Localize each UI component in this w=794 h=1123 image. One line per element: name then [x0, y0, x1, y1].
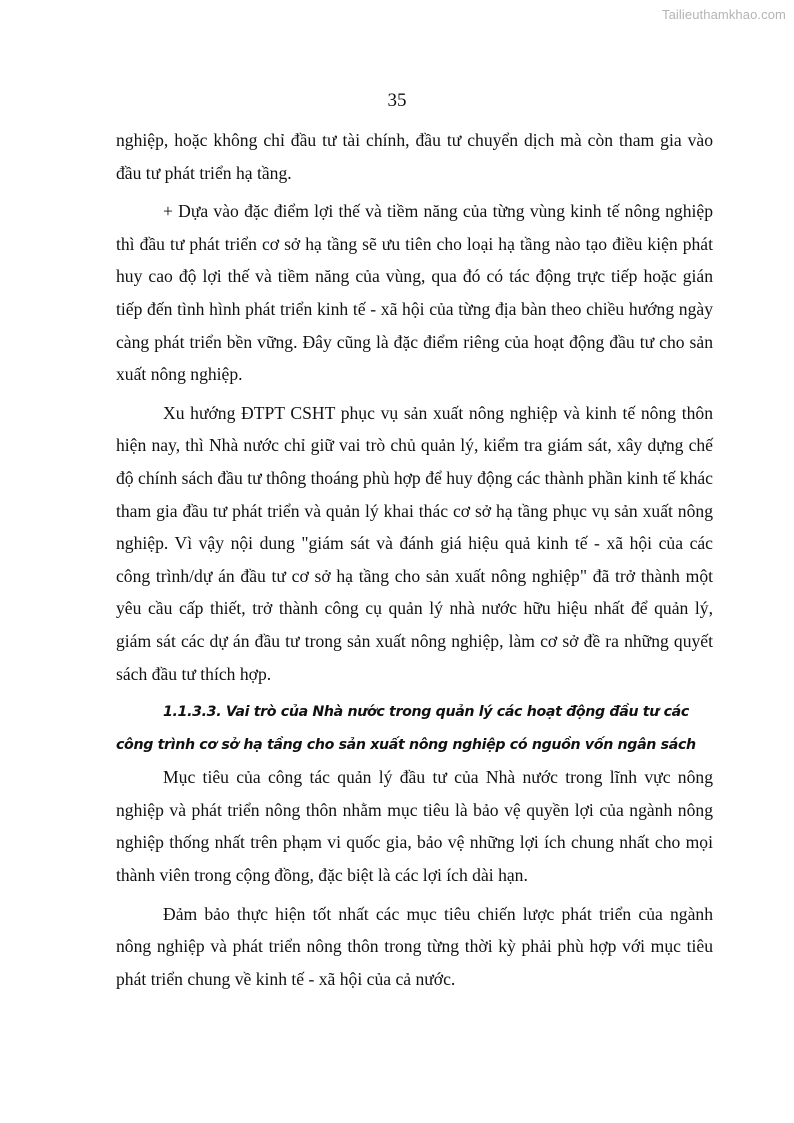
page-number: 35	[387, 90, 407, 111]
section-title: Vai trò của Nhà nước trong quản lý các hoạt động đầu tư các công trình cơ sở hạ tầng cho sản xuất nông nghiệp có nguồn vốn ngân sách	[116, 704, 696, 753]
section-number: 1.1.3.3.	[163, 704, 222, 721]
paragraph-management-objective: Mục tiêu của công tác quản lý đầu tư của Nhà nước trong lĩnh vực nông nghiệp và phát triển nông thôn nhằm mục tiêu là bảo vệ quyền lợi của ngành nông nghiệp thống nhất trên phạm vi quốc gia, bảo vệ những lợi ích chung nhất cho mọi thành viên trong cộng đồng, đặc biệt là các lợi ích dài hạn.	[116, 767, 713, 886]
paragraph-bullet-regional-advantage: + Dựa vào đặc điểm lợi thế và tiềm năng của từng vùng kinh tế nông nghiệp thì đầu tư phát triển cơ sở hạ tầng sẽ ưu tiên cho loại hạ tầng nào tạo điều kiện phát huy cao độ lợi thế và tiềm năng của vùng, qua đó có tác động trực tiếp hoặc gián tiếp đến tình hình phát triển kinh tế - xã hội của từng địa bàn theo chiều hướng ngày càng phát triển bền vững. Đây cũng là đặc điểm riêng của hoạt động đầu tư cho sản xuất nông nghiệp.	[116, 201, 713, 385]
paragraph-continuation: nghiệp, hoặc không chỉ đầu tư tài chính, đầu tư chuyển dịch mà còn tham gia vào đầu tư phát triển hạ tầng.	[116, 130, 713, 183]
document-body	[116, 124, 713, 995]
paragraph-infrastructure-trend: Xu hướng ĐTPT CSHT phục vụ sản xuất nông nghiệp và kinh tế nông thôn hiện nay, thì Nhà nước chỉ giữ vai trò chủ quản lý, kiểm tra giám sát, xây dựng chế độ chính sách đầu tư thông thoáng phù hợp để huy động các thành phần kinh tế khác tham gia đầu tư phát triển và quản lý khai thác cơ sở hạ tầng phục vụ sản xuất nông nghiệp. Vì vậy nội dung "giám sát và đánh giá hiệu quả kinh tế - xã hội của các công trình/dự án đầu tư cơ sở hạ tầng cho sản xuất nông nghiệp" đã trở thành một yêu cầu cấp thiết, trở thành công cụ quản lý nhà nước hữu hiệu nhất để quản lý, giám sát các dự án đầu tư trong sản xuất nông nghiệp, làm cơ sở đề ra những quyết sách đầu tư thích hợp.	[116, 402, 713, 684]
watermark-text: Tailieuthamkhao.com	[661, 7, 786, 22]
paragraph-strategic-goals: Đảm bảo thực hiện tốt nhất các mục tiêu chiến lược phát triển của ngành nông nghiệp và phát triển nông thôn trong từng thời kỳ phải phù hợp với mục tiêu phát triển chung về kinh tế - xã hội của cả nước.	[116, 903, 713, 989]
section-heading	[116, 696, 713, 761]
